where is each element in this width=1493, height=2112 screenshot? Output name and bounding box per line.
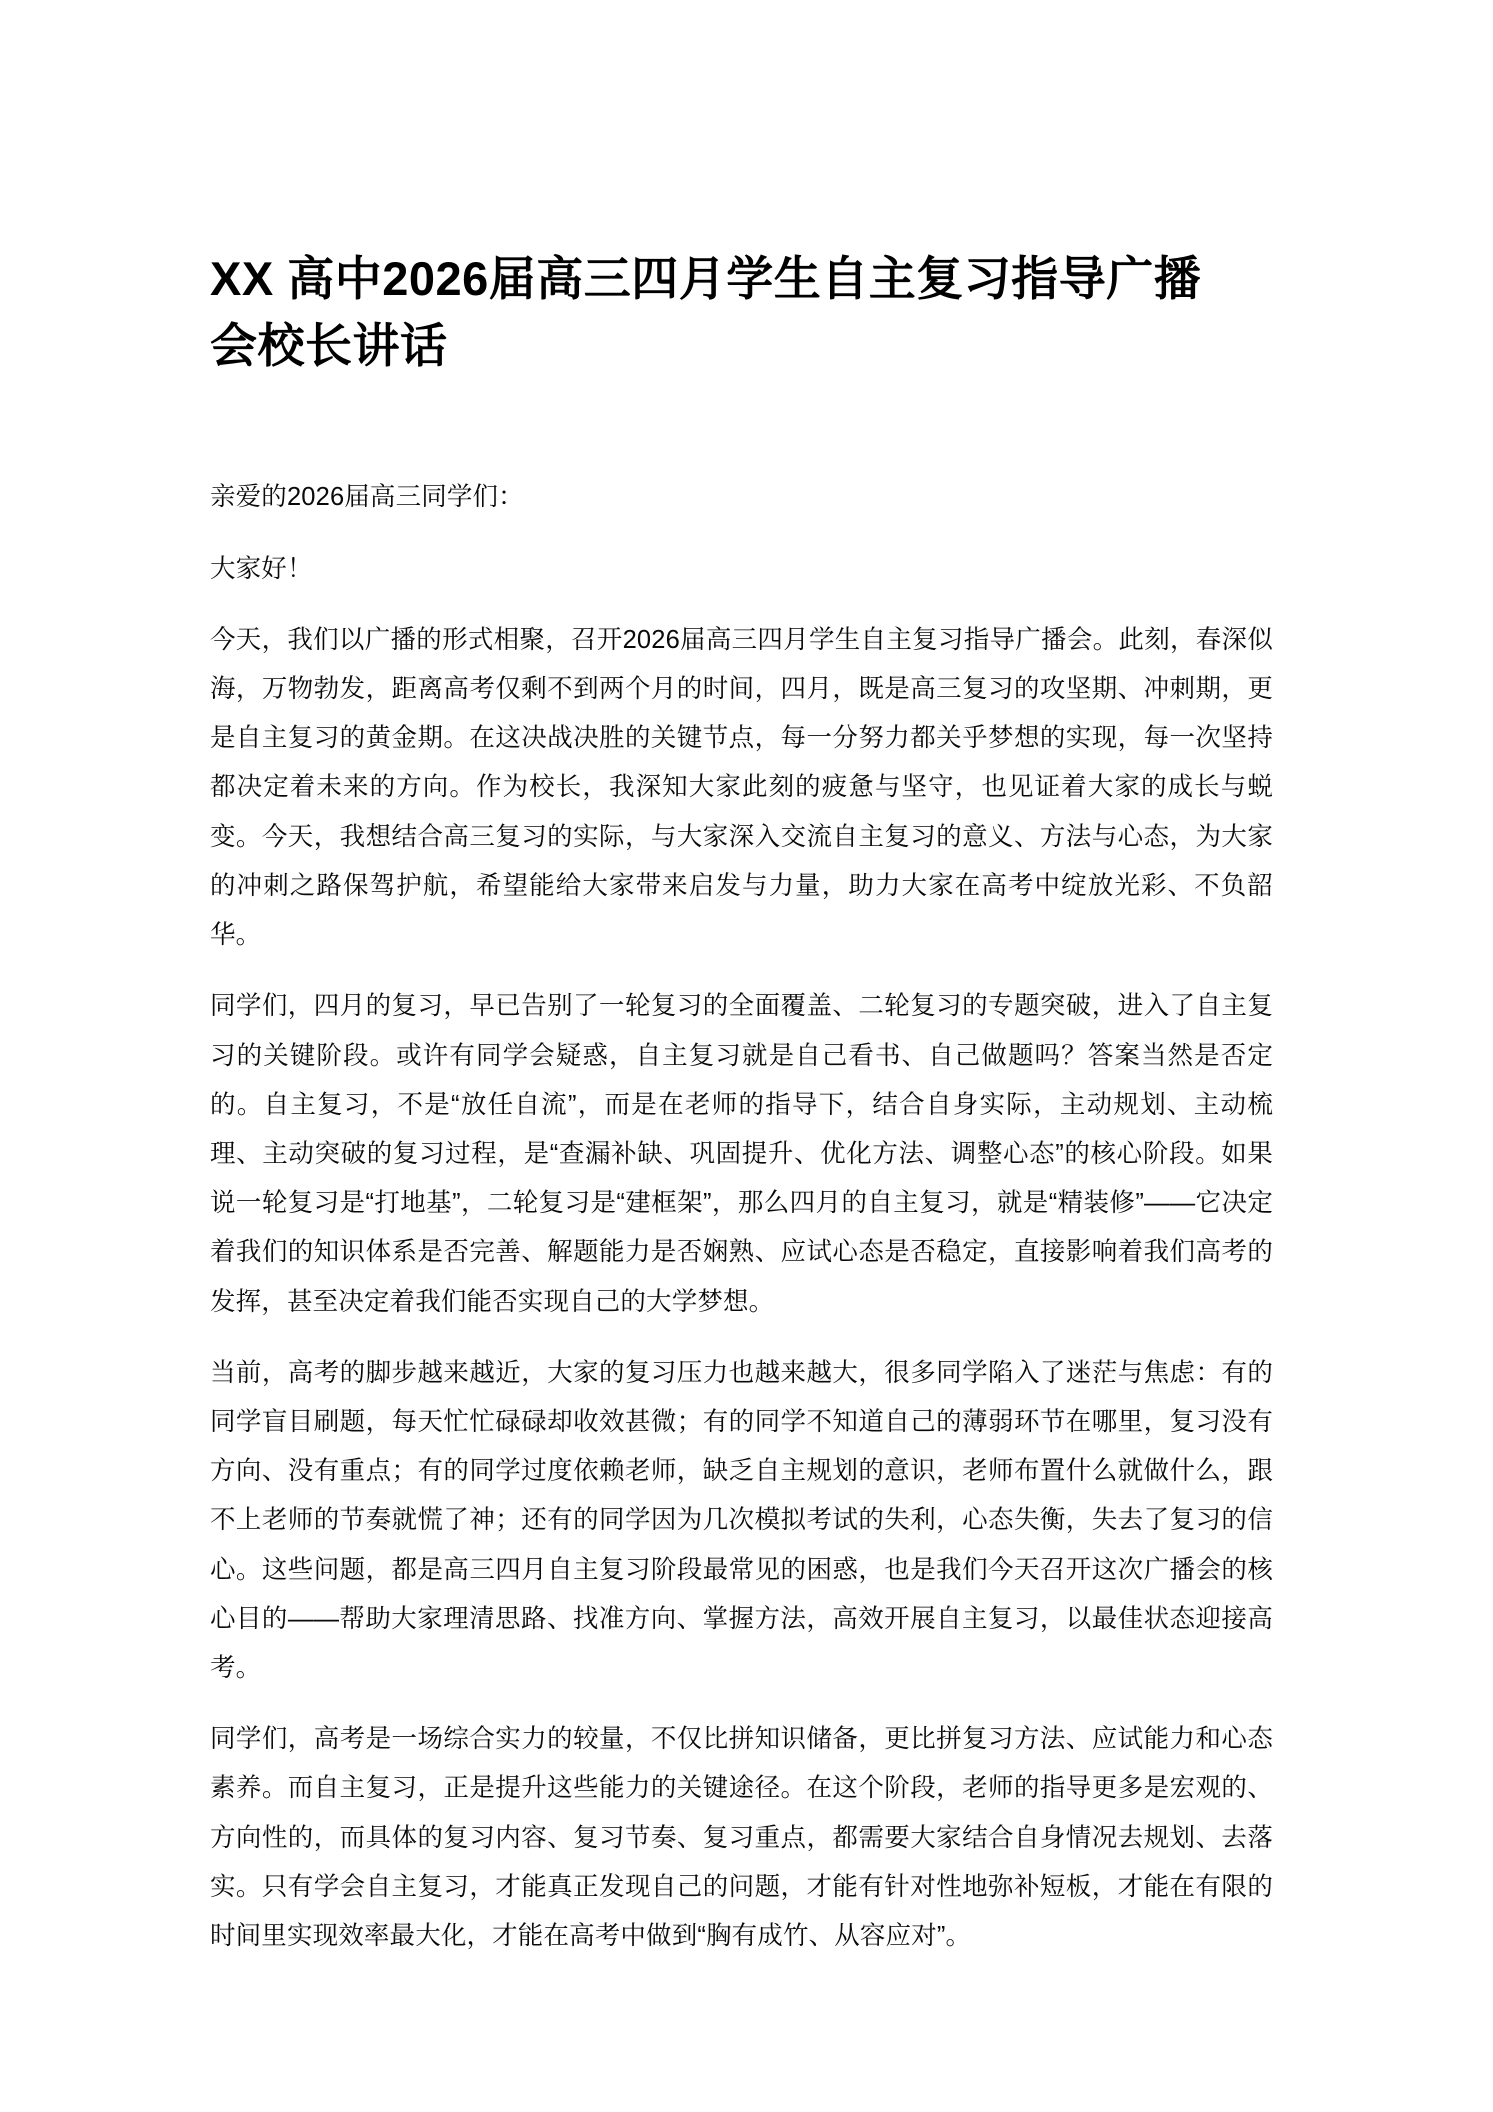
body-paragraph: 同学们，高考是一场综合实力的较量，不仅比拼知识储备，更比拼复习方法、应试能力和心态素养。而自主复习，正是提升这些能力的关键途径。在这个阶段，老师的指导更多是宏观的、方向性的，而具体的复习内容、复习节奏、复习重点，都需要大家结合自身情况去规划、去落实。只有学会自主复习，才能真正发现自己的问题，才能有针对性地弥补短板，才能在有限的时间里实现效率最大化，才能在高考中做到“胸有成竹、从容应对”。: [210, 1725, 1273, 1950]
body-block: [210, 616, 1273, 1961]
salutation-line: 亲爱的2026届高三同学们：: [210, 483, 524, 512]
salutation-greeting: 大家好！: [210, 554, 313, 583]
body-paragraph: 同学们，四月的复习，早已告别了一轮复习的全面覆盖、二轮复习的专题突破，进入了自主复习的关键阶段。或许有同学会疑惑，自主复习就是自己看书、自己做题吗？答案当然是否定的。自主复习，不是“放任自流”，而是在老师的指导下，结合自身实际，主动规划、主动梳理、主动突破的复习过程，是“查漏补缺、巩固提升、优化方法、调整心态”的核心阶段。如果说一轮复习是“打地基”，二轮复习是“建框架”，那么四月的自主复习，就是“精装修”——它决定着我们的知识体系是否完善、解题能力是否娴熟、应试心态是否稳定，直接影响着我们高考的发挥，甚至决定着我们能否实现自己的大学梦想。: [210, 992, 1273, 1316]
body-paragraph: 当前，高考的脚步越来越近，大家的复习压力也越来越大，很多同学陷入了迷茫与焦虑：有的同学盲目刷题，每天忙忙碌碌却收效甚微；有的同学不知道自己的薄弱环节在哪里，复习没有方向、没有重点；有的同学过度依赖老师，缺乏自主规划的意识，老师布置什么就做什么，跟不上老师的节奏就慌了神；还有的同学因为几次模拟考试的失利，心态失衡，失去了复习的信心。这些问题，都是高三四月自主复习阶段最常见的困惑，也是我们今天召开这次广播会的核心目的——帮助大家理清思路、找准方向、掌握方法，高效开展自主复习，以最佳状态迎接高考。: [210, 1358, 1273, 1682]
page-content: [210, 0, 1273, 1961]
salutation-block: [210, 473, 1273, 593]
body-paragraph: 今天，我们以广播的形式相聚，召开2026届高三四月学生自主复习指导广播会。此刻，春深似海，万物勃发，距离高考仅剩不到两个月的时间，四月，既是高三复习的攻坚期、冲刺期，更是自主复习的黄金期。在这决战决胜的关键节点，每一分努力都关乎梦想的实现，每一次坚持都决定着未来的方向。作为校长，我深知大家此刻的疲惫与坚守，也见证着大家的成长与蜕变。今天，我想结合高三复习的实际，与大家深入交流自主复习的意义、方法与心态，为大家的冲刺之路保驾护航，希望能给大家带来启发与力量，助力大家在高考中绽放光彩、不负韶华。: [210, 625, 1273, 950]
page-title: XX 高中2026届高三四月学生自主复习指导广播会校长讲话: [210, 252, 1202, 372]
